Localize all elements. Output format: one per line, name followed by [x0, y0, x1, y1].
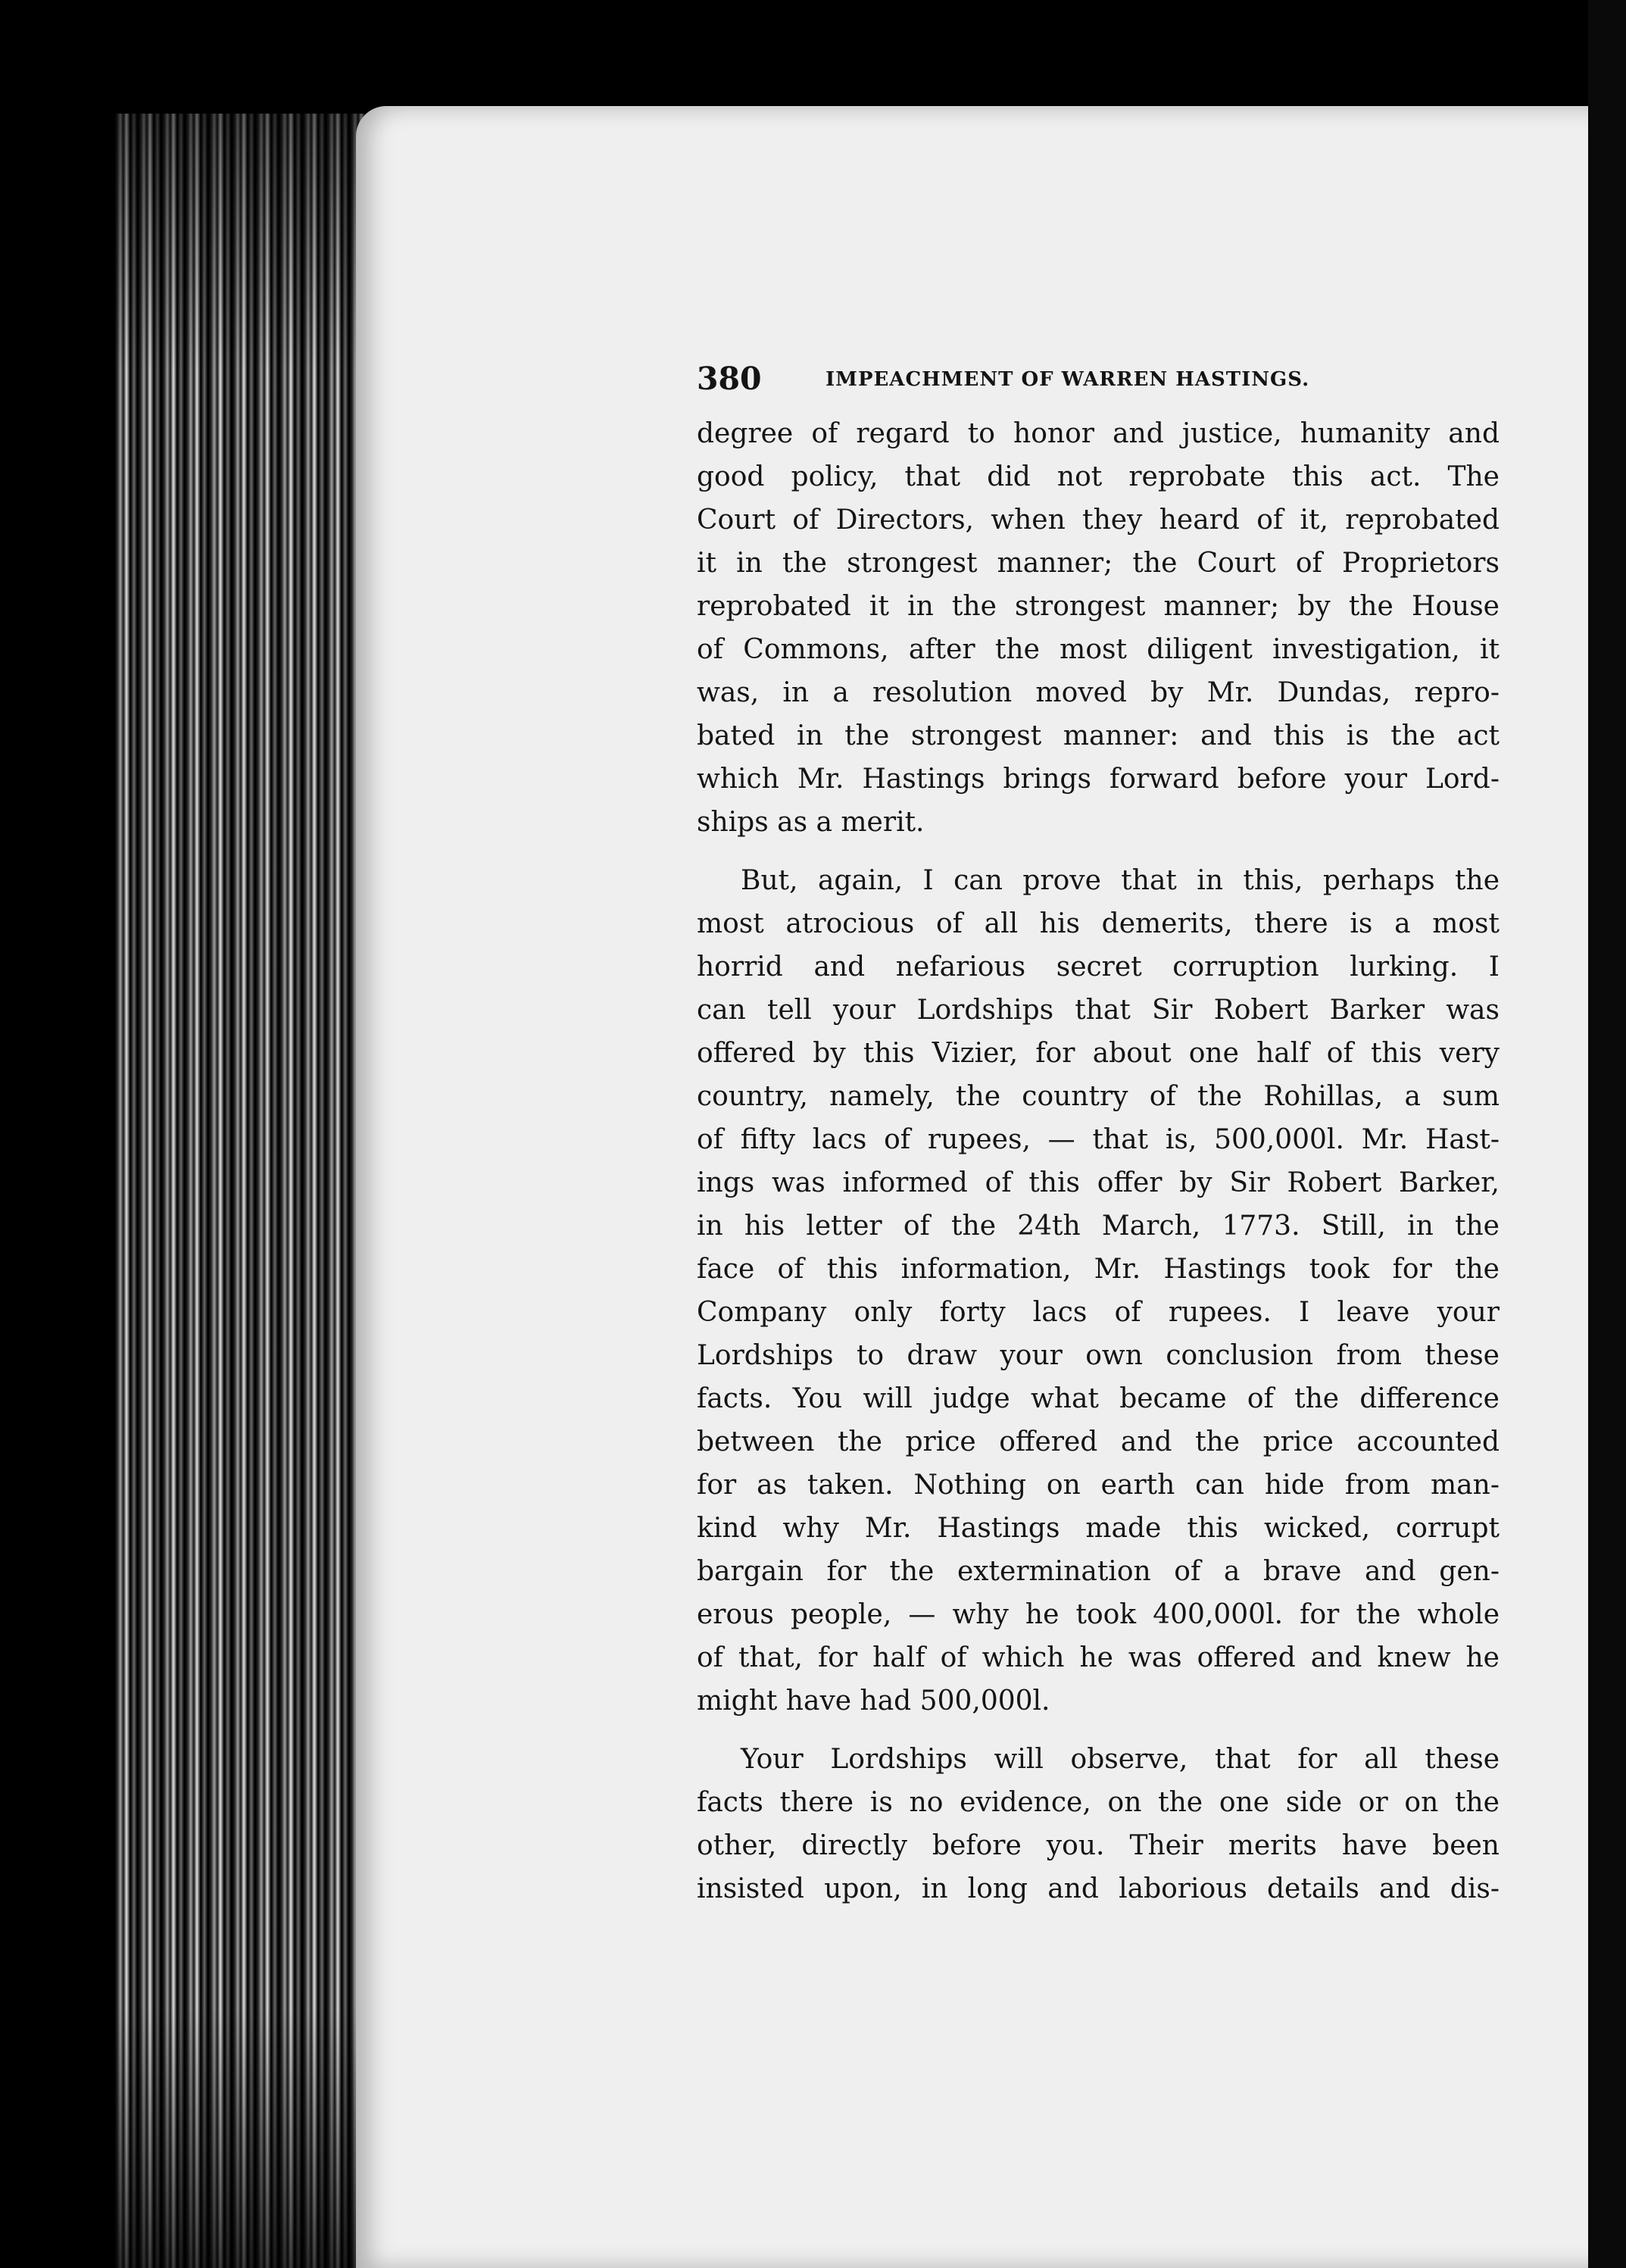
text-line: can tell your Lordships that Sir Robert Barker was [697, 995, 1500, 1026]
text-line: facts. You will judge what became of the difference [697, 1383, 1500, 1414]
page-number: 380 [697, 361, 762, 397]
text-line: facts there is no evidence, on the one side or on the [697, 1787, 1500, 1818]
text-line: might have had 500,000l. [697, 1685, 1050, 1717]
text-line: horrid and nefarious secret corruption lurking. I [697, 951, 1500, 982]
book-edge-shading [114, 114, 371, 2268]
text-line: for as taken. Nothing on earth can hide from man- [697, 1470, 1500, 1501]
text-line: good policy, that did not reprobate this act. The [697, 461, 1500, 492]
text-line: ships as a merit. [697, 807, 925, 838]
text-line: Your Lordships will observe, that for all these [741, 1744, 1500, 1775]
text-line: other, directly before you. Their merits have been [697, 1830, 1500, 1861]
text-line: kind why Mr. Hastings made this wicked, corrupt [697, 1513, 1500, 1544]
text-line: degree of regard to honor and justice, humanity and [697, 418, 1500, 449]
paragraph-gap [697, 844, 1500, 859]
text-line: most atrocious of all his demerits, there is a most [697, 908, 1500, 939]
text-line: offered by this Vizier, for about one half of this very [697, 1038, 1500, 1069]
text-line: was, in a resolution moved by Mr. Dundas, repro- [697, 677, 1500, 708]
body-text [697, 412, 1500, 1910]
text-line: But, again, I can prove that in this, perhaps the [741, 865, 1500, 896]
running-head: IMPEACHMENT OF WARREN HASTINGS. [825, 368, 1310, 391]
text-line: in his letter of the 24th March, 1773. Still, in the [697, 1211, 1500, 1242]
paragraph-gap [697, 1723, 1500, 1738]
text-line: it in the strongest manner; the Court of Proprietors [697, 548, 1500, 579]
text-line: country, namely, the country of the Rohillas, a sum [697, 1081, 1500, 1112]
text-line: Company only forty lacs of rupees. I leave your [697, 1297, 1500, 1328]
text-line: reprobated it in the strongest manner; by the House [697, 591, 1500, 622]
text-line: face of this information, Mr. Hastings took for the [697, 1254, 1500, 1285]
text-line: of Commons, after the most diligent investigation, it [697, 634, 1500, 665]
text-line: Court of Directors, when they heard of it, reprobated [697, 505, 1500, 536]
scan-border-right [1588, 0, 1626, 2268]
text-line: of fifty lacs of rupees, — that is, 500,000l. Mr. Hast- [697, 1124, 1500, 1155]
text-line: Lordships to draw your own conclusion from these [697, 1340, 1500, 1371]
text-line: ings was informed of this offer by Sir Robert Barker, [697, 1167, 1500, 1198]
text-line: which Mr. Hastings brings forward before your Lord- [697, 764, 1500, 795]
text-line: between the price offered and the price accounted [697, 1426, 1500, 1457]
text-line: erous people, — why he took 400,000l. for the whole [697, 1599, 1500, 1630]
text-line: bated in the strongest manner: and this is the act [697, 720, 1500, 751]
text-line: bargain for the extermination of a brave and gen- [697, 1556, 1500, 1587]
page-header [697, 356, 1363, 401]
text-line: of that, for half of which he was offered and knew he [697, 1642, 1500, 1673]
text-line: insisted upon, in long and laborious details and dis- [697, 1873, 1500, 1904]
